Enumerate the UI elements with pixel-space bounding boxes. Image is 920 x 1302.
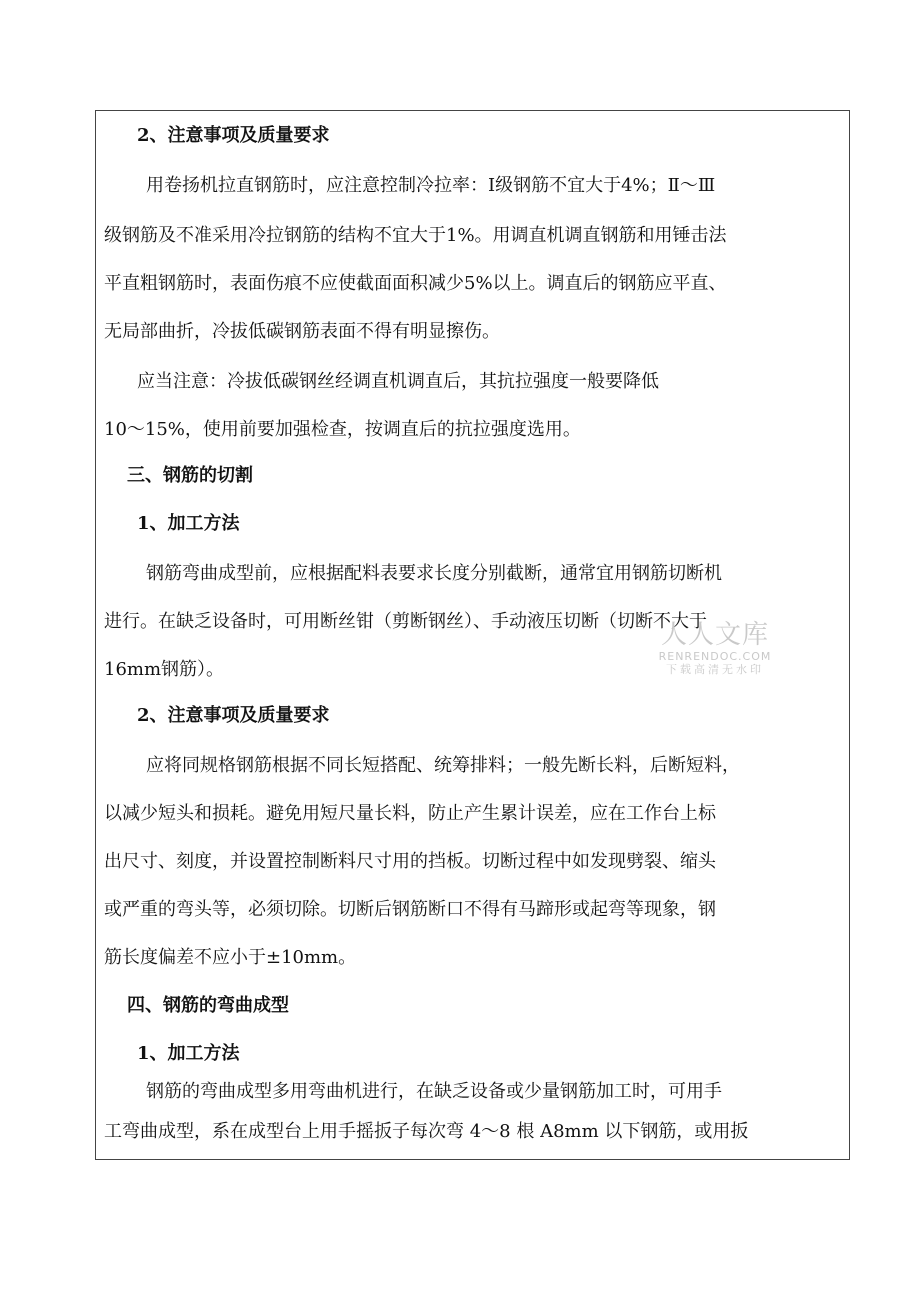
section-heading: 2、注意事项及质量要求 bbox=[137, 125, 330, 146]
paragraph-line: 无局部曲折，冷拔低碳钢筋表面不得有明显擦伤。 bbox=[104, 321, 500, 342]
watermark bbox=[650, 620, 780, 677]
paragraph-line: 出尺寸、刻度，并设置控制断料尺寸用的挡板。切断过程中如发现劈裂、缩头 bbox=[104, 851, 716, 872]
paragraph-line: 应将同规格钢筋根据不同长短搭配、统筹排料；一般先断长料，后断短料， bbox=[146, 755, 740, 776]
chapter-heading: 四、钢筋的弯曲成型 bbox=[127, 995, 289, 1016]
paragraph-line: 级钢筋及不准采用冷拉钢筋的结构不宜大于1%。用调直机调直钢筋和用锤击法 bbox=[104, 225, 727, 246]
section-heading: 1、加工方法 bbox=[137, 1043, 240, 1064]
paragraph-line: 10～15%，使用前要加强检查，按调直后的抗拉强度选用。 bbox=[104, 419, 581, 440]
chapter-heading: 三、钢筋的切割 bbox=[127, 465, 253, 486]
watermark-subtitle: 下载高清无水印 bbox=[666, 663, 764, 676]
paragraph-line: 钢筋的弯曲成型多用弯曲机进行，在缺乏设备或少量钢筋加工时，可用手 bbox=[146, 1081, 722, 1102]
paragraph-line: 工弯曲成型，系在成型台上用手摇扳子每次弯 4～8 根 A8mm 以下钢筋，或用扳 bbox=[104, 1121, 749, 1142]
paragraph-line: 用卷扬机拉直钢筋时，应注意控制冷拉率：Ⅰ级钢筋不宜大于4%；Ⅱ～Ⅲ bbox=[146, 175, 716, 196]
watermark-title: 人人文库 bbox=[660, 620, 769, 650]
paragraph-line: 筋长度偏差不应小于±10mm。 bbox=[104, 947, 357, 968]
paragraph-line: 或严重的弯头等，必须切除。切断后钢筋断口不得有马蹄形或起弯等现象，钢 bbox=[104, 899, 716, 920]
paragraph-line: 进行。在缺乏设备时，可用断丝钳（剪断钢丝）、手动液压切断（切断不大于 bbox=[104, 611, 707, 632]
paragraph-line: 以减少短头和损耗。避免用短尺量长料，防止产生累计误差，应在工作台上标 bbox=[104, 803, 716, 824]
paragraph-line: 16mm钢筋）。 bbox=[104, 659, 225, 680]
section-heading: 2、注意事项及质量要求 bbox=[137, 705, 330, 726]
paragraph-line: 应当注意：冷拔低碳钢丝经调直机调直后，其抗拉强度一般要降低 bbox=[137, 371, 659, 392]
paragraph-line: 平直粗钢筋时，表面伤痕不应使截面面积减少5%以上。调直后的钢筋应平直、 bbox=[104, 273, 727, 294]
paragraph-line: 钢筋弯曲成型前，应根据配料表要求长度分别截断，通常宜用钢筋切断机 bbox=[146, 563, 722, 584]
section-heading: 1、加工方法 bbox=[137, 513, 240, 534]
watermark-domain: RENRENDOC.COM bbox=[658, 650, 772, 663]
